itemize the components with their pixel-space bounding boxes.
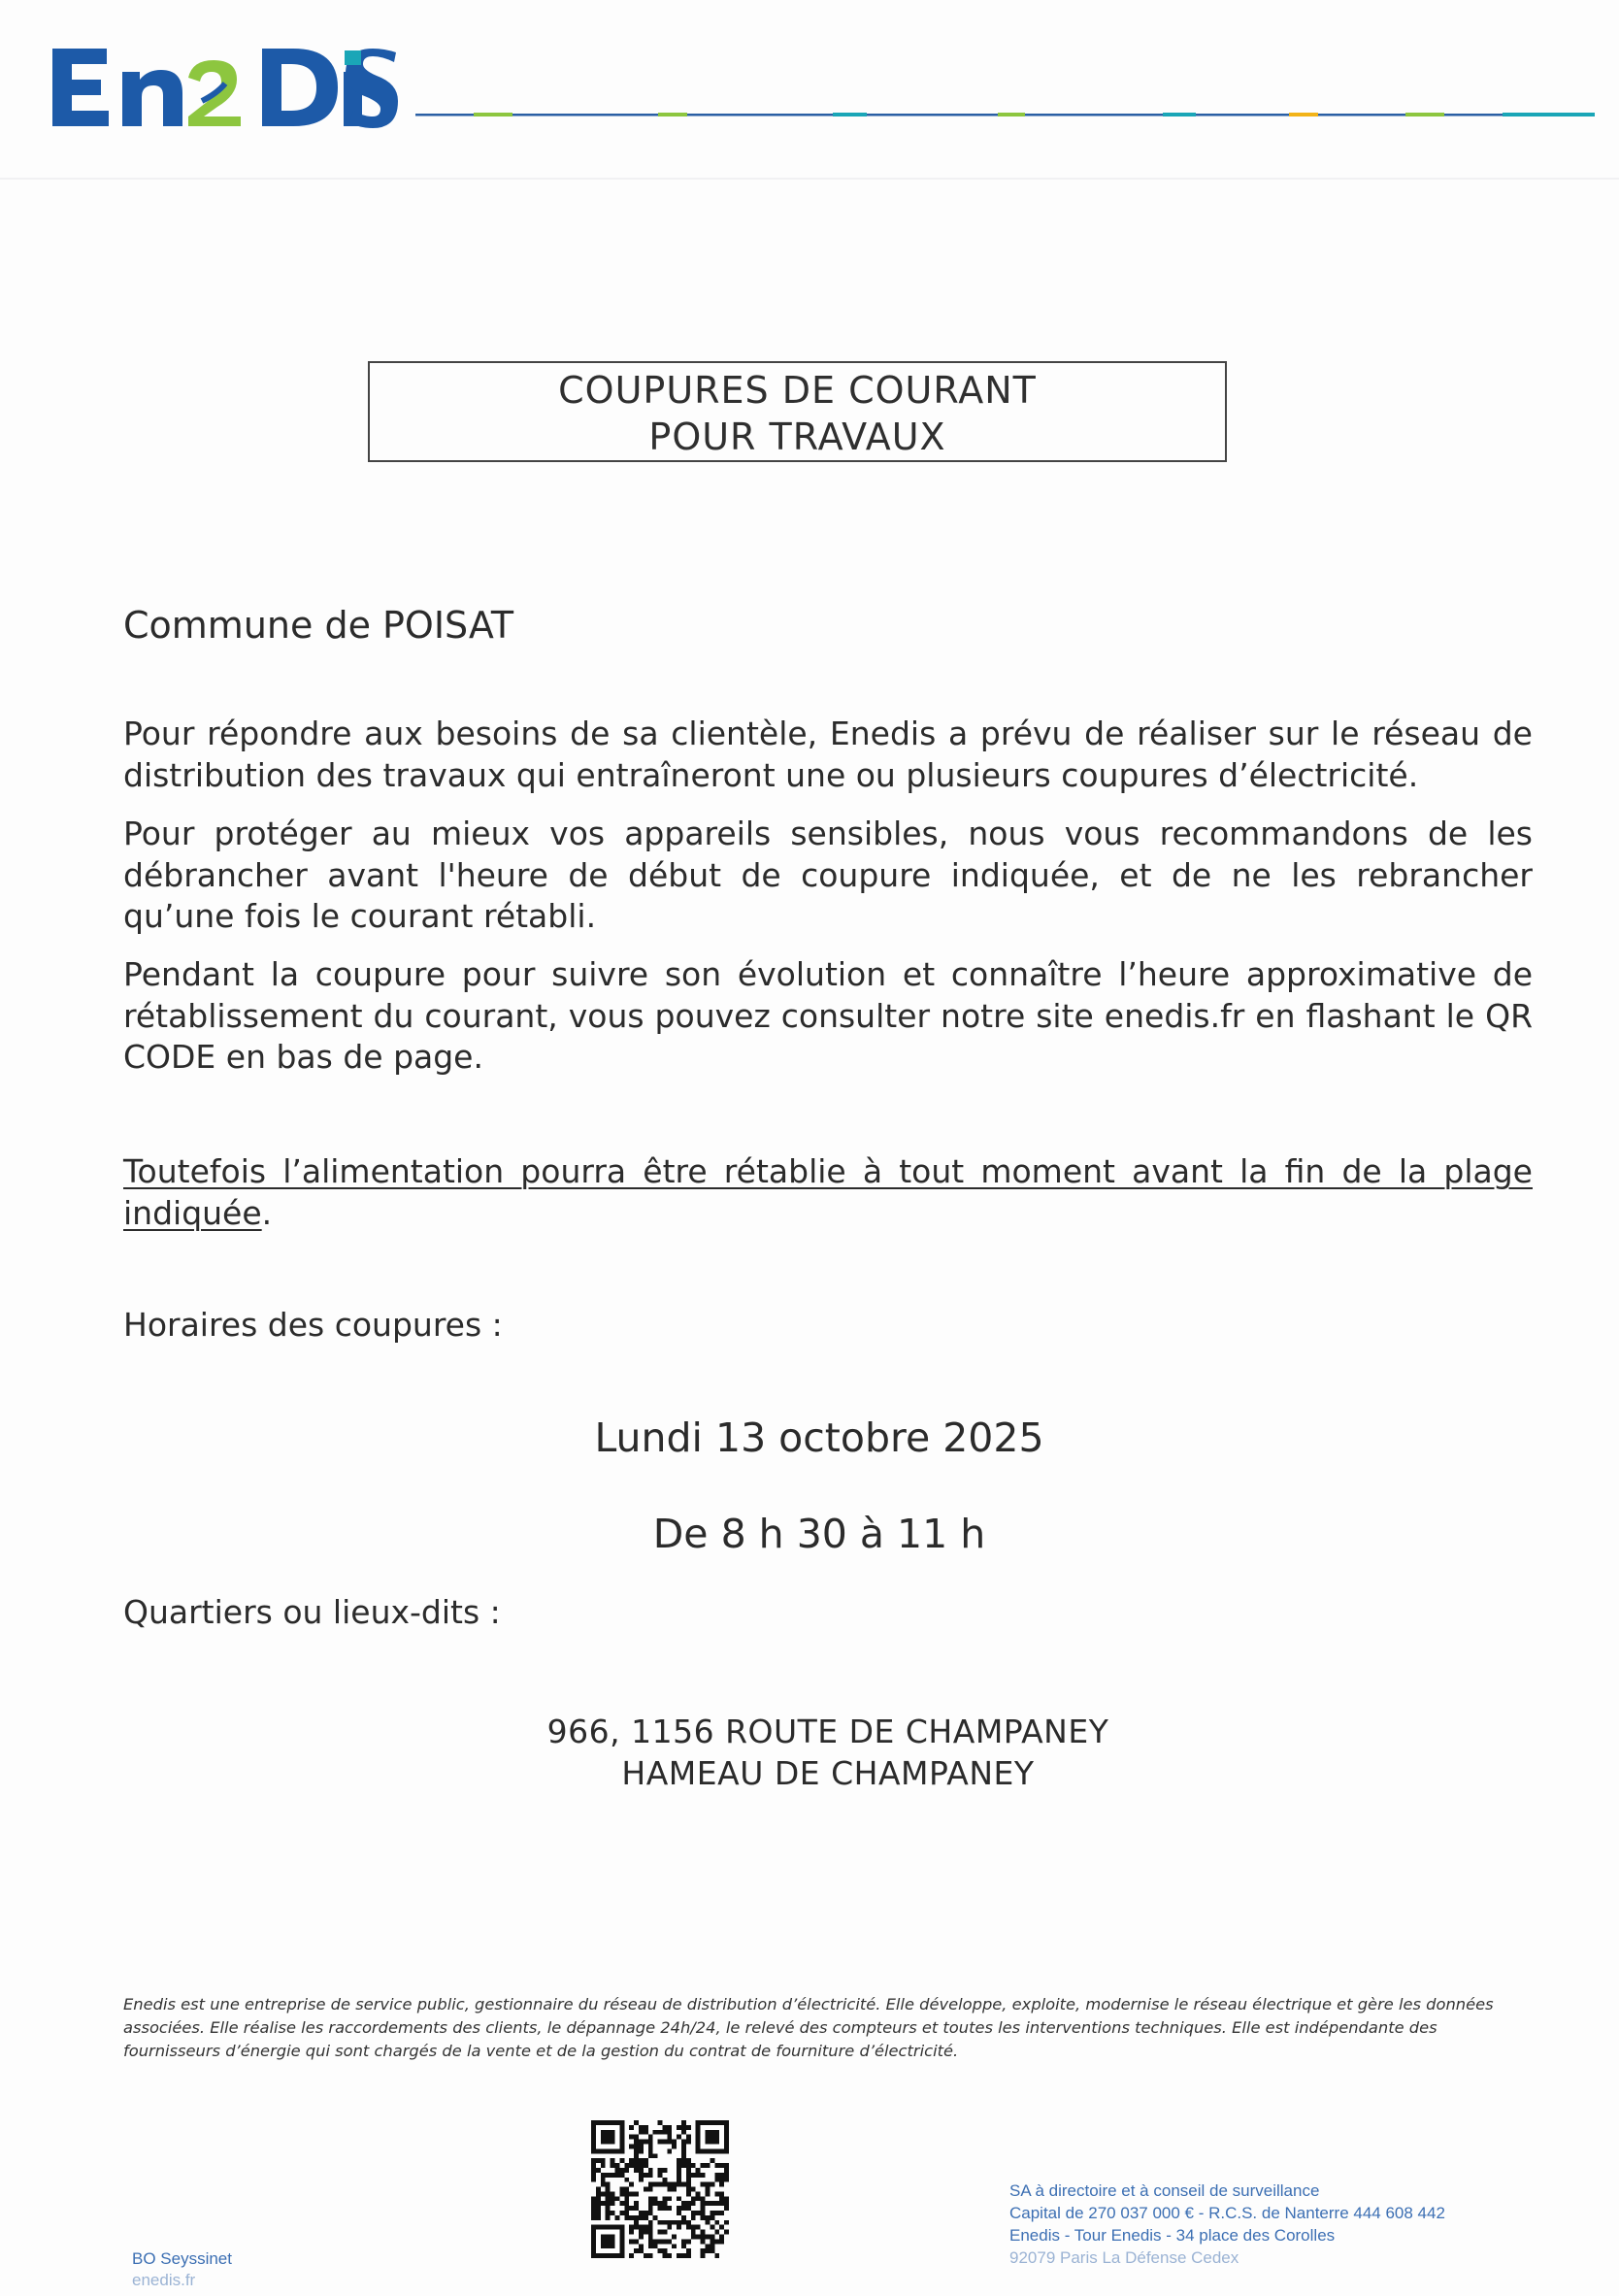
restoration-notice-period: .	[261, 1193, 273, 1232]
company-line-1: SA à directoire et à conseil de surveillance	[1009, 2181, 1320, 2200]
protection-paragraph: Pour protéger au mieux vos appareils sensibles, nous vous recommandons de les débrancher avant l'heure de début de coupure indiquée, et de ne les rebrancher qu’une fois le courant rétabli.	[123, 815, 1533, 935]
outage-time-range: De 8 h 30 à 11 h	[652, 1511, 986, 1557]
company-line-4: 92079 Paris La Défense Cedex	[1009, 2248, 1239, 2267]
header-divider	[0, 178, 1619, 180]
tracking-paragraph: Pendant la coupure pour suivre son évolution et connaître l’heure approximative de rétablissement du courant, vous pouvez consulter notre site enedis.fr en flashant le QR CODE en bas de page.	[123, 955, 1533, 1076]
restoration-notice	[123, 1151, 1533, 1234]
notice-title-line-2: POUR TRAVAUX	[648, 416, 946, 458]
website-link[interactable]: enedis.fr	[132, 2271, 196, 2289]
notice-title-box	[368, 361, 1227, 462]
restoration-notice-text: Toutefois l’alimentation pourra être rétablie à tout moment avant la fin de la plage indiquée	[123, 1152, 1533, 1232]
schedule-label: Horaires des coupures :	[123, 1306, 503, 1344]
outage-date: Lundi 13 octobre 2025	[594, 1414, 1044, 1461]
intro-paragraph: Pour répondre aux besoins de sa clientèle, Enedis a prévu de réaliser sur le réseau de distribution des travaux qui entraîneront une ou plusieurs coupures d’électricité.	[123, 715, 1533, 794]
qr-code[interactable]	[591, 2120, 729, 2258]
enedis-logo	[47, 39, 408, 136]
office-name: BO Seyssinet	[132, 2249, 232, 2268]
location-item: HAMEAU DE CHAMPANEY	[621, 1754, 1035, 1792]
legal-disclaimer: Enedis est une entreprise de service public, gestionnaire du réseau de distribution d’électricité. Elle développe, exploite, modernise le réseau électrique et gère les données associées. Elle réalise les raccordements des clients, le dépannage 24h/24, le relevé des compteurs et toutes les interventions techniques. Elle est indépendante des fournisseurs d’énergie qui sont chargés de la vente et de la gestion du contrat de fourniture d’électricité.	[123, 1995, 1494, 2060]
footer-office	[132, 2248, 232, 2291]
company-line-2: Capital de 270 037 000 € - R.C.S. de Nanterre 444 608 442	[1009, 2204, 1445, 2222]
commune-name: Commune de POISAT	[123, 604, 514, 647]
header-decorative-rule	[415, 111, 1595, 118]
locations-label: Quartiers ou lieux-dits :	[123, 1593, 501, 1631]
company-line-3: Enedis - Tour Enedis - 34 place des Corolles	[1009, 2226, 1336, 2245]
notice-title-line-1: COUPURES DE COURANT	[558, 369, 1037, 412]
location-item: 966, 1156 ROUTE DE CHAMPANEY	[546, 1713, 1109, 1750]
company-info	[1009, 2180, 1445, 2269]
